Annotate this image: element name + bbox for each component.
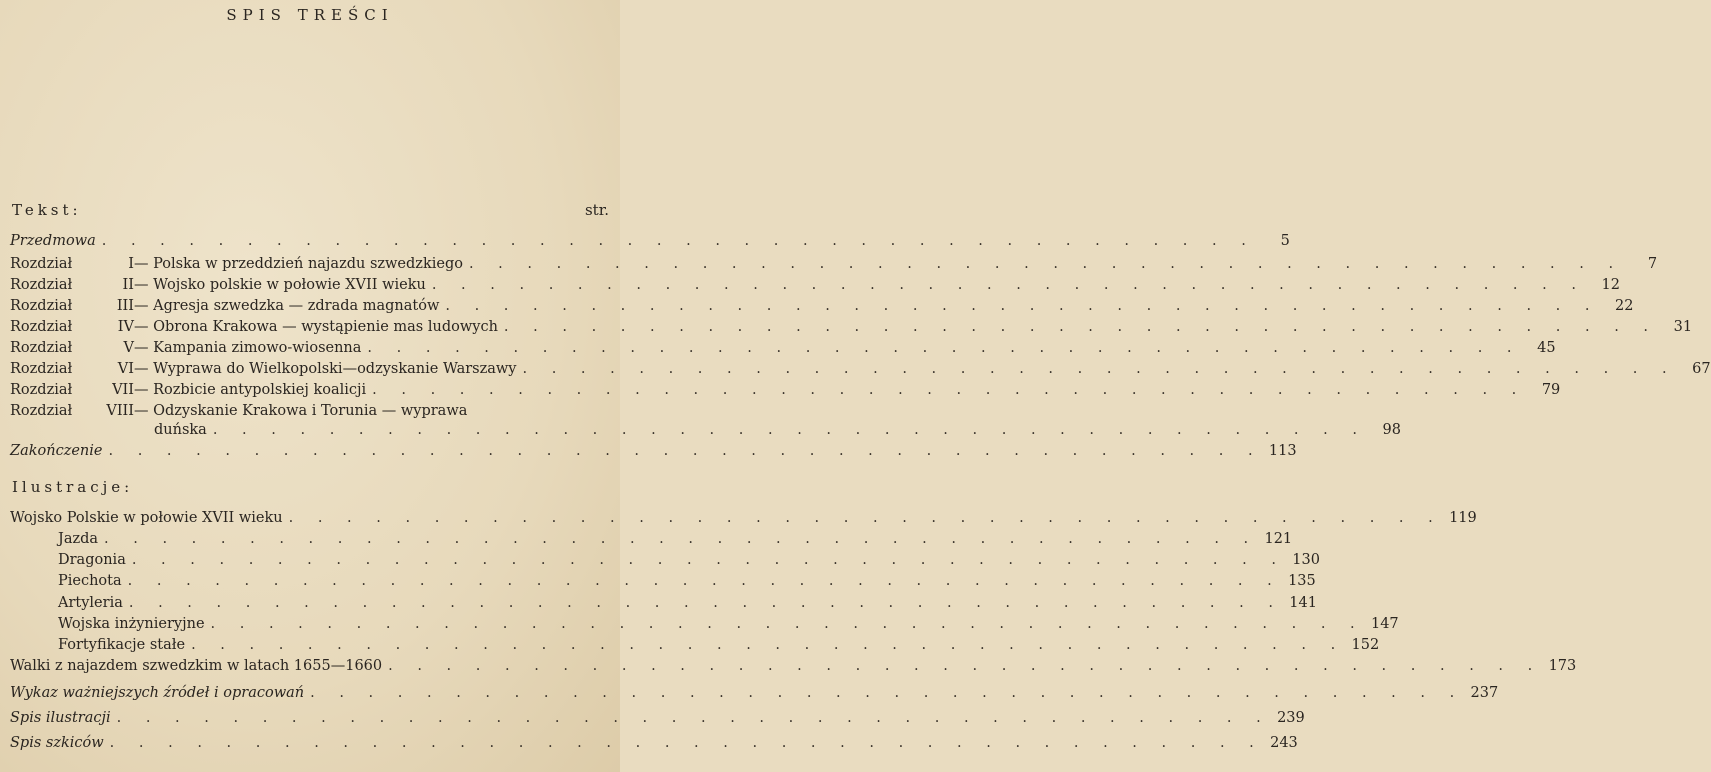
toc-entry-spis-ilustracji[interactable] [10,710,1305,730]
entry-number: VIII [106,403,134,419]
section-heading-text: Tekst: [12,201,82,219]
toc-entry-jazda[interactable] [10,531,1293,551]
entry-title: Jazda [58,531,99,547]
entry-page: 173 [1548,658,1577,674]
entry-page: 119 [1449,510,1477,526]
entry-number: IV [117,319,134,335]
entry-title: — Kampania zimowo-wiosenna [134,340,362,356]
leader-dots [110,735,1264,751]
toc-entry-chapter-8-cont[interactable] [10,422,1401,442]
leader-dots [432,277,1586,293]
entry-prefix: Rozdział [10,319,73,335]
leader-dots [117,710,1271,726]
leader-dots [504,319,1658,335]
leader-dots [372,382,1526,398]
entry-page: 141 [1289,595,1317,611]
entry-title: — Obrona Krakowa — wystąpienie mas ludowych [134,319,498,335]
entry-title: Dragonia [58,552,126,568]
leader-dots [310,685,1464,701]
entry-page: 7 [1647,256,1658,272]
entry-title: Piechota [58,573,122,589]
entry-page: 12 [1601,277,1620,293]
entry-number: I [128,256,134,272]
entry-page: 45 [1537,340,1556,356]
entry-page: 67 [1692,361,1711,377]
entry-number: II [122,277,134,293]
entry-page: 31 [1673,319,1693,335]
entry-number: VII [112,382,134,398]
entry-prefix: Rozdział [10,361,73,377]
leader-dots [191,637,1345,653]
entry-title: Artyleria [58,595,123,611]
entry-title-line2: duńska [154,422,207,438]
toc-entry-chapter-7[interactable] [10,382,1561,402]
leader-dots [367,340,1521,356]
entry-page: 5 [1280,233,1290,249]
entry-title: Wojska inżynieryjne [58,616,205,632]
entry-prefix: Rozdział [10,256,73,272]
leader-dots [523,361,1677,377]
entry-number: V [123,340,134,356]
entry-page: 79 [1541,382,1561,398]
toc-entry-chapter-3[interactable] [10,298,1634,318]
leader-dots [469,256,1623,272]
toc-entry-wykaz-zrodel[interactable] [10,685,1499,705]
leader-dots [129,595,1283,611]
page-column-label: str. [584,201,609,219]
toc-entry-chapter-5[interactable] [10,340,1556,360]
toc-entry-dragonia[interactable] [10,552,1320,572]
leader-dots [388,658,1542,674]
leader-dots [108,443,1262,459]
entry-prefix: Rozdział [10,277,73,293]
entry-title: — Wyprawa do Wielkopolski—odzyskanie Warszawy [134,361,517,377]
entry-page: 152 [1351,637,1380,653]
toc-entry-zakonczenie[interactable] [10,443,1297,463]
entry-title: Fortyfikacje stałe [58,637,186,653]
leader-dots [128,573,1282,589]
entry-number: VI [117,361,134,377]
entry-title: Wykaz ważniejszych źródeł i opracowań [10,685,305,701]
entry-prefix: Rozdział [10,340,73,356]
entry-page: 121 [1264,531,1293,547]
toc-entry-chapter-1[interactable] [10,256,1658,276]
toc-entry-walki[interactable] [10,658,1577,678]
leader-dots [445,298,1599,314]
toc-entry-chapter-4[interactable] [10,319,1693,339]
toc-entry-spis-szkicow[interactable] [10,735,1298,755]
toc-entry-chapter-6[interactable] [10,361,1711,381]
entry-title: — Agresja szwedzka — zdrada magnatów [134,298,440,314]
entry-title: — Wojsko polskie w połowie XVII wieku [134,277,426,293]
entry-title: Zakończenie [10,443,103,459]
entry-title: Przedmowa [10,233,96,249]
toc-entry-przedmowa[interactable] [10,233,1290,253]
entry-prefix: Rozdział [10,403,73,419]
entry-page: 113 [1268,443,1297,459]
entry-title-line1 [134,403,609,419]
entry-page: 243 [1270,735,1298,751]
leader-dots [211,616,1365,632]
entry-page: 239 [1277,710,1305,726]
leader-dots [213,422,1367,438]
toc-entry-piechota[interactable] [10,573,1316,593]
page-title: SPIS TREŚCI [226,6,394,24]
entry-page: 98 [1382,422,1401,438]
leader-dots [132,552,1286,568]
leader-dots [102,233,1256,249]
entry-page: 135 [1288,573,1316,589]
entry-page: 147 [1370,616,1399,632]
entry-title: Spis ilustracji [10,710,111,726]
entry-title: Walki z najazdem szwedzkim w latach 1655—1660 [10,658,383,674]
toc-entry-chapter-2[interactable] [10,277,1620,297]
toc-entry-fortyfikacje[interactable] [10,637,1380,657]
entry-title: Wojsko Polskie w połowie XVII wieku [10,510,283,526]
toc-entry-wojska-inzynieryjne[interactable] [10,616,1399,636]
section-heading-illustrations: Ilustracje: [12,478,134,496]
entry-page: 130 [1292,552,1320,568]
toc-entry-artyleria[interactable] [10,595,1317,615]
leader-dots [289,510,1443,526]
toc-entry-wojsko-polskie[interactable] [10,510,1477,530]
entry-title: — Polska w przeddzień najazdu szwedzkiego [134,256,463,272]
entry-page: 237 [1470,685,1499,701]
entry-page: 22 [1615,298,1634,314]
entry-title: Spis szkiców [10,735,104,751]
leader-dots [104,531,1258,547]
entry-title: — Odzyskanie Krakowa i Torunia — wyprawa [134,403,468,419]
entry-number: III [116,298,134,314]
entry-prefix: Rozdział [10,382,73,398]
entry-prefix: Rozdział [10,298,73,314]
entry-title: — Rozbicie antypolskiej koalicji [134,382,367,398]
toc-entry-chapter-8[interactable] [10,403,609,423]
